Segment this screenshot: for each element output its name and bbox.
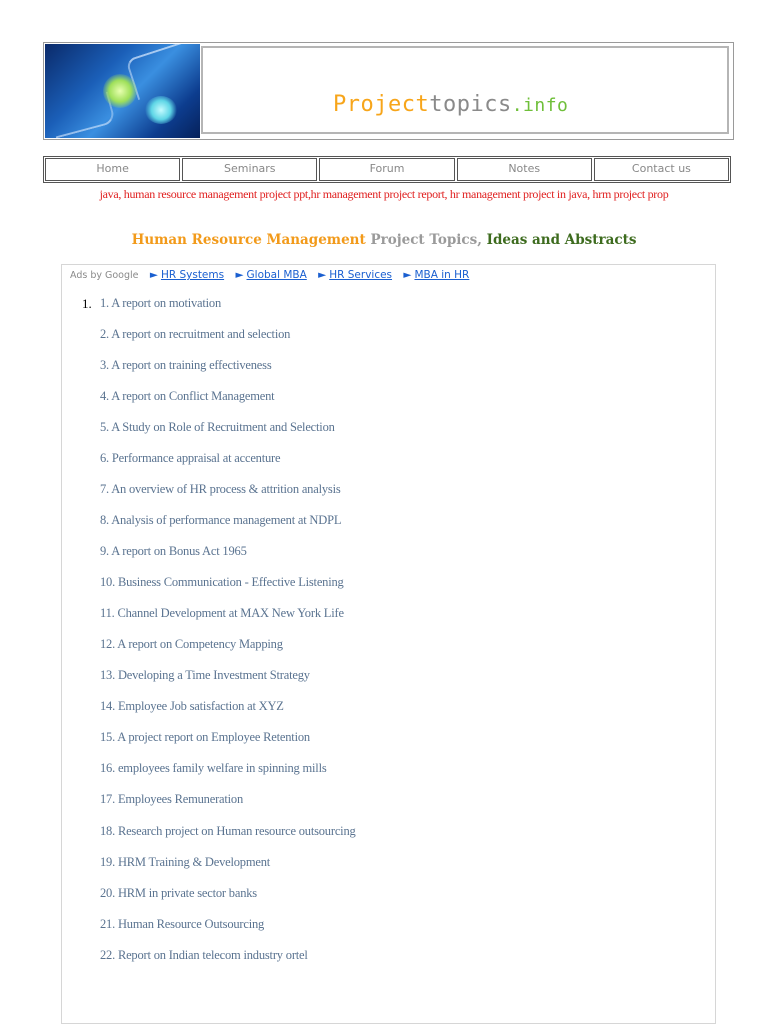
list-item[interactable]: 17. Employees Remuneration (100, 792, 244, 806)
topics-panel (61, 264, 716, 1024)
ad-link-hr-systems[interactable] (150, 269, 224, 281)
list-item[interactable]: 3. A report on training effectiveness (100, 358, 272, 372)
site-title-part1: Project (333, 92, 430, 117)
triangle-icon: ► (235, 269, 244, 281)
list-item[interactable]: 6. Performance appraisal at accenture (100, 451, 281, 465)
site-title-part3: .info (511, 95, 569, 116)
ad-link-label: Global MBA (246, 269, 307, 281)
ad-link-global-mba[interactable] (235, 269, 306, 281)
ad-link-label: MBA in HR (414, 269, 470, 281)
page-heading (0, 232, 768, 248)
nav-notes[interactable]: Notes (457, 158, 592, 181)
nav-seminars[interactable]: Seminars (182, 158, 317, 181)
nav-home[interactable]: Home (45, 158, 180, 181)
keywords-line: java, human resource management project ppt,hr management project report, hr management project in java, hrm project prop (99, 187, 669, 201)
heading-part1: Human Resource Management (131, 232, 366, 248)
ad-link-label: HR Systems (160, 269, 225, 281)
list-item[interactable]: 4. A report on Conflict Management (100, 389, 275, 403)
list-item[interactable]: 1. A report on motivation (100, 296, 222, 310)
list-item[interactable]: 18. Research project on Human resource outsourcing (100, 824, 356, 838)
list-item[interactable]: 11. Channel Development at MAX New York Life (100, 606, 344, 620)
list-item[interactable]: 9. A report on Bonus Act 1965 (100, 544, 247, 558)
ads-label[interactable]: Ads by Google (70, 270, 139, 281)
list-item[interactable]: 8. Analysis of performance management at NDPL (100, 513, 342, 527)
main-nav (43, 156, 731, 183)
nav-contact-us[interactable]: Contact us (594, 158, 729, 181)
list-item[interactable]: 21. Human Resource Outsourcing (100, 917, 265, 931)
ad-link-mba-in-hr[interactable] (403, 269, 469, 281)
triangle-icon: ► (403, 269, 412, 281)
triangle-icon: ► (149, 269, 158, 281)
list-item[interactable]: 16. employees family welfare in spinning mills (100, 761, 327, 775)
list-item[interactable]: 7. An overview of HR process & attrition analysis (100, 482, 341, 496)
list-item[interactable]: 12. A report on Competency Mapping (100, 637, 283, 651)
list-marker: 1. (82, 296, 92, 311)
ad-link-label: HR Services (329, 269, 393, 281)
banner-title-box (201, 46, 729, 134)
heading-part2: Project Topics, (370, 232, 482, 248)
header-banner (43, 42, 734, 140)
site-title-part2: topics (429, 92, 512, 117)
list-item[interactable]: 19. HRM Training & Development (100, 855, 271, 869)
site-logo-title[interactable] (333, 92, 568, 117)
list-item[interactable]: 10. Business Communication - Effective Listening (100, 575, 344, 589)
list-item[interactable]: 5. A Study on Role of Recruitment and Selection (100, 420, 335, 434)
list-item[interactable]: 14. Employee Job satisfaction at XYZ (100, 699, 284, 713)
list-item[interactable]: 2. A report on recruitment and selection (100, 327, 291, 341)
ads-bar (70, 269, 477, 281)
list-item[interactable]: 13. Developing a Time Investment Strategy (100, 668, 310, 682)
heading-part3: Ideas and Abstracts (486, 232, 637, 248)
list-item[interactable]: 22. Report on Indian telecom industry ortel (100, 948, 308, 962)
banner-image (45, 44, 200, 138)
triangle-icon: ► (318, 269, 327, 281)
list-item[interactable]: 15. A project report on Employee Retention (100, 730, 310, 744)
nav-forum[interactable]: Forum (319, 158, 454, 181)
list-item[interactable]: 20. HRM in private sector banks (100, 886, 257, 900)
ad-link-hr-services[interactable] (318, 269, 392, 281)
